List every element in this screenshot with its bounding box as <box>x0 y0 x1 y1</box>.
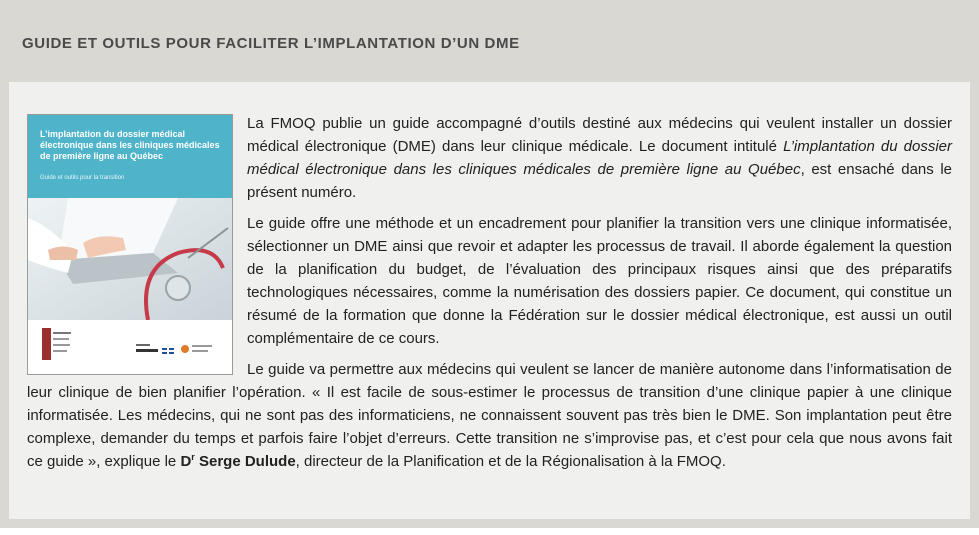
cover-title: L’implantation du dossier médical électronique dans les cliniques médicales de première ligne au Québec <box>40 129 220 161</box>
paragraph-2: Le guide offre une méthode et un encadrement pour planifier la transition vers une clinique informatisée, sélectionner un DME ainsi que revoir et adapter les processus de travail. Il aborde également la question de la planification du budget, de l’évaluation des principaux risques ainsi que des préparatifs technologiques nécessaires, comme la numérisation des dossiers papier. Ce document, qui constitue un résumé de la formation que donne la Fédération sur le dossier médical électronique, est aussi un outil complémentaire de ce cours. <box>247 215 952 347</box>
paragraph-1: La FMOQ publie un guide accompagné d’outils destiné aux médecins qui veulent installer un dossier médical électronique (DME) dans leur clinique médicale. Le document intitulé L’implantation du dossier médical électronique dans les cliniques médicales de première ligne au Québec, est ensaché dans le présent numéro. <box>247 115 953 201</box>
section-heading: GUIDE ET OUTILS POUR FACILITER L’IMPLANTATION D’UN DME <box>22 35 520 52</box>
content-panel <box>9 82 970 519</box>
paragraph-3: Le guide va permettre aux médecins qui veulent se lancer de manière autonome dans l’informatisation de leur clinique de bien planifier l’opération. « Il est facile de sous-estimer le processus de transition d’une clinique papier à une clinique informatisée. Les médecins, qui ne sont pas des informaticiens, ne connaissent souvent pas très bien le DME. Son implantation peut être complexe, demander du temps et parfois faire l’objet d’erreurs. Cette transition ne s’improvise pas, et c’est pour cela que nous avons fait ce guide », explique le $D^r$ Serge Dulude, directeur de la Planification et de la Régionalisation à la FMOQ. <box>27 361 952 470</box>
document-title: L’implantation du dossier médical électronique dans les cliniques médicales de première ligne au Québec <box>247 138 952 178</box>
person-name: $D^r$ Serge Dulude <box>180 452 296 470</box>
cover-subtitle: Guide et outils pour la transition <box>40 175 125 181</box>
article-body <box>27 112 952 481</box>
